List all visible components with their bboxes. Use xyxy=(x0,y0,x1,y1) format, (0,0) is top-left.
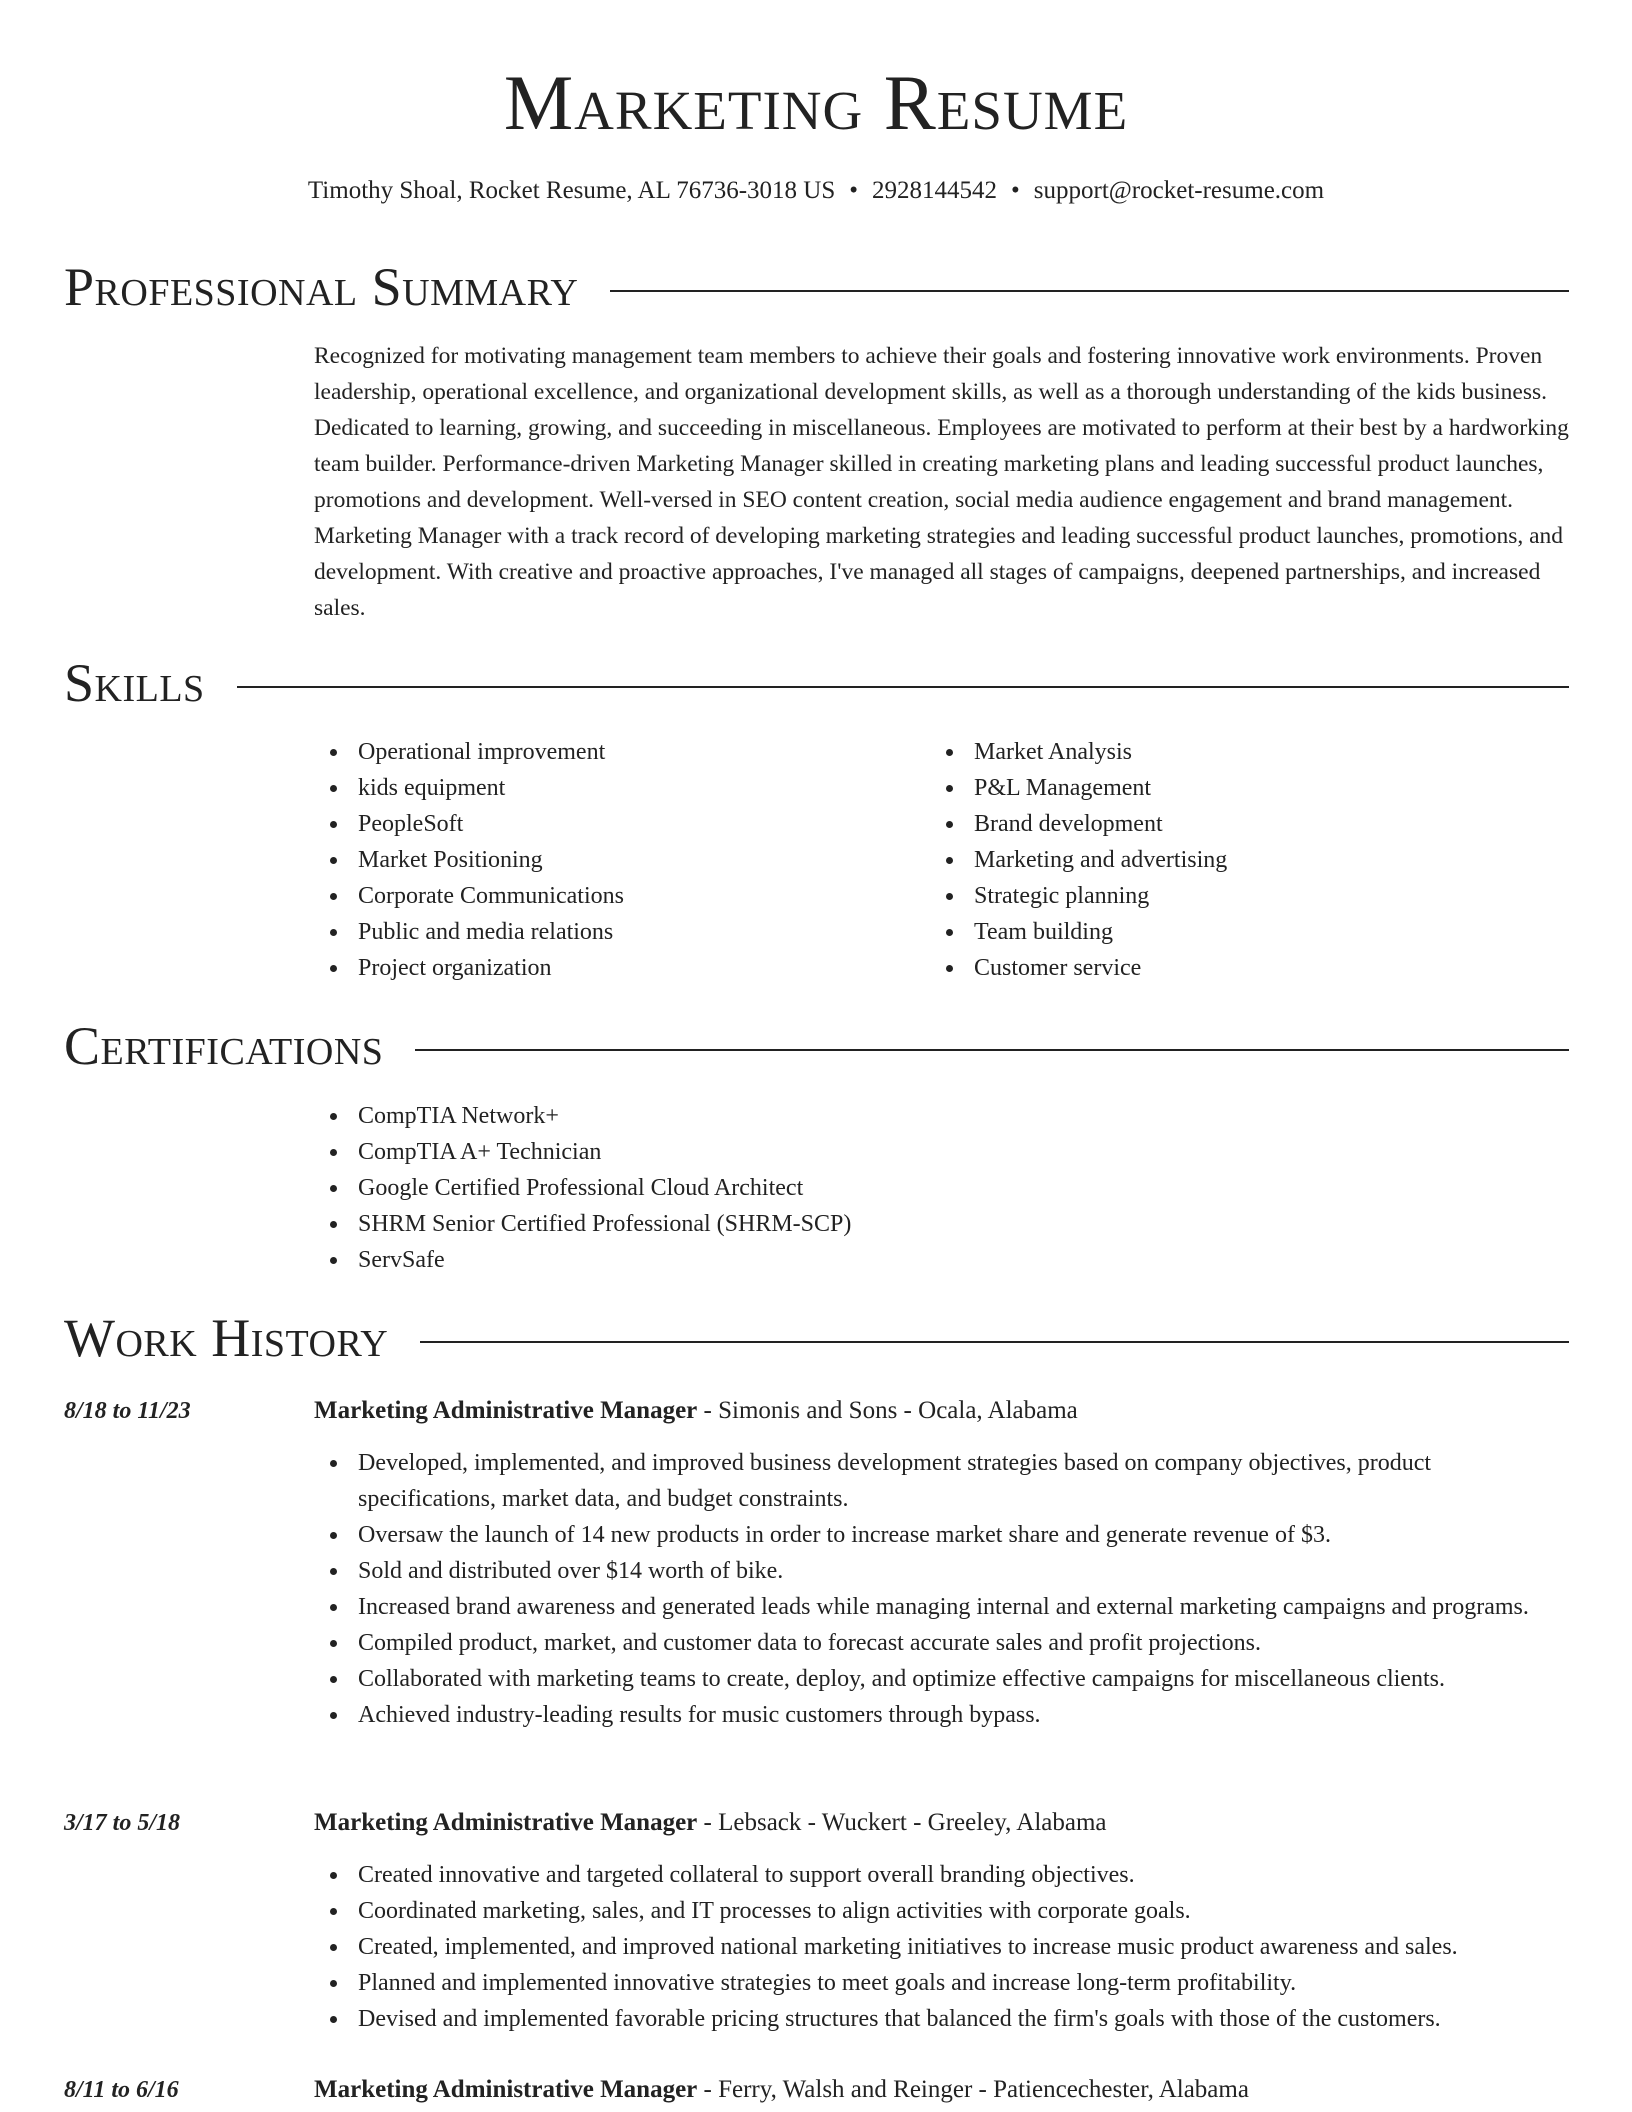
skills-list-left xyxy=(314,734,914,986)
list-item: Achieved industry-leading results for music customers through bypass. xyxy=(314,1697,1572,1733)
list-item: SHRM Senior Certified Professional (SHRM-SCP) xyxy=(314,1206,1214,1242)
job-title: Marketing Administrative Manager xyxy=(314,1809,698,1836)
contact-address: Timothy Shoal, Rocket Resume, AL 76736-3018 US xyxy=(307,177,836,204)
list-item: Devised and implemented favorable pricing structures that balanced the firm's goals with those of the customers. xyxy=(314,2001,1572,2037)
section-title: Work History xyxy=(64,1308,389,1368)
job-company-location: Simonis and Sons - Ocala, Alabama xyxy=(718,1397,1078,1424)
section-title: Certifications xyxy=(64,1016,384,1076)
list-item: Sold and distributed over $14 worth of bike. xyxy=(314,1553,1572,1589)
list-item: Coordinated marketing, sales, and IT processes to align activities with corporate goals. xyxy=(314,1893,1572,1929)
list-item: Planned and implemented innovative strategies to meet goals and increase long-term profitability. xyxy=(314,1965,1572,2001)
list-item: Project organization xyxy=(314,950,914,986)
list-item: Team building xyxy=(930,914,1530,950)
contact-separator: • xyxy=(849,177,859,204)
section-divider xyxy=(420,1341,1569,1343)
section-heading-skills xyxy=(64,648,1569,718)
section-heading-summary xyxy=(64,252,1569,322)
contact-line xyxy=(0,174,1632,208)
contact-separator: • xyxy=(1011,177,1020,204)
resume-title: Marketing Resume xyxy=(503,59,1129,146)
section-divider xyxy=(237,686,1569,688)
list-item: Public and media relations xyxy=(314,914,914,950)
section-heading-certifications xyxy=(64,1011,1569,1081)
list-item: Created, implemented, and improved national marketing initiatives to increase music product awareness and sales. xyxy=(314,1929,1572,1965)
summary-text: Recognized for motivating management team members to achieve their goals and fostering innovative work environments. Proven leadership, operational excellence, and organizational development skills, as well as a thorough understanding of the kids business. Dedicated to learning, growing, and succeeding in miscellaneous. Employees are motivated to perform at their best by a hardworking team builder. Performance-driven Marketing Manager skilled in creating marketing plans and leading successful product launches, promotions and development. Well-versed in SEO content creation, social media audience engagement and brand management. Marketing Manager with a track record of developing marketing strategies and leading successful product launches, promotions, and development. With creative and proactive approaches, I've managed all stages of campaigns, deepened partnerships, and increased sales. xyxy=(314,343,1569,621)
job-bullets xyxy=(314,1857,1572,2037)
list-item: Marketing and advertising xyxy=(930,842,1530,878)
list-item: Strategic planning xyxy=(930,878,1530,914)
job-dates: 3/17 to 5/18 xyxy=(64,1810,181,1836)
list-item: Compiled product, market, and customer data to forecast accurate sales and profit projections. xyxy=(314,1625,1572,1661)
job-dates: 8/18 to 11/23 xyxy=(64,1398,191,1424)
list-item: kids equipment xyxy=(314,770,914,806)
section-title: Professional Summary xyxy=(64,257,579,317)
list-item: Market Analysis xyxy=(930,734,1530,770)
list-item: Increased brand awareness and generated leads while managing internal and external marketing campaigns and programs. xyxy=(314,1589,1572,1625)
list-item: CompTIA Network+ xyxy=(314,1098,1214,1134)
job-title: Marketing Administrative Manager xyxy=(314,1397,698,1424)
skills-column-left xyxy=(314,734,914,986)
skills-list-right xyxy=(930,734,1530,986)
section-divider xyxy=(610,290,1569,292)
job-company-location: Lebsack - Wuckert - Greeley, Alabama xyxy=(718,1809,1107,1836)
list-item: ServSafe xyxy=(314,1242,1214,1278)
list-item: P&L Management xyxy=(930,770,1530,806)
job-title: Marketing Administrative Manager xyxy=(314,2076,698,2103)
job-heading: Marketing Administrative Manager - Lebsack - Wuckert - Greeley, Alabama xyxy=(314,1809,1107,1836)
list-item: Developed, implemented, and improved business development strategies based on company objectives, product specifications, market data, and budget constraints. xyxy=(314,1445,1572,1517)
job-dates: 8/11 to 6/16 xyxy=(64,2077,179,2103)
contact-email: support@rocket-resume.com xyxy=(1033,177,1325,204)
skills-column-right xyxy=(930,734,1530,986)
job-bullets xyxy=(314,1445,1572,1733)
contact-phone: 2928144542 xyxy=(872,177,998,204)
section-heading-work-history xyxy=(64,1303,1569,1373)
job-heading: Marketing Administrative Manager - Ferry, Walsh and Reinger - Patiencechester, Alabama xyxy=(314,2076,1249,2103)
section-title: Skills xyxy=(64,653,205,713)
list-item: Oversaw the launch of 14 new products in order to increase market share and generate revenue of $3. xyxy=(314,1517,1572,1553)
certifications-block xyxy=(314,1098,1214,1278)
list-item: Brand development xyxy=(930,806,1530,842)
list-item: Market Positioning xyxy=(314,842,914,878)
list-item: Created innovative and targeted collateral to support overall branding objectives. xyxy=(314,1857,1572,1893)
list-item: Customer service xyxy=(930,950,1530,986)
list-item: Corporate Communications xyxy=(314,878,914,914)
list-item: Google Certified Professional Cloud Architect xyxy=(314,1170,1214,1206)
certifications-list xyxy=(314,1098,1214,1278)
list-item: PeopleSoft xyxy=(314,806,914,842)
section-divider xyxy=(415,1049,1569,1051)
job-company-location: Ferry, Walsh and Reinger - Patiencechester, Alabama xyxy=(718,2076,1249,2103)
list-item: Operational improvement xyxy=(314,734,914,770)
job-heading: Marketing Administrative Manager - Simonis and Sons - Ocala, Alabama xyxy=(314,1397,1078,1424)
list-item: Collaborated with marketing teams to create, deploy, and optimize effective campaigns for miscellaneous clients. xyxy=(314,1661,1572,1697)
list-item: CompTIA A+ Technician xyxy=(314,1134,1214,1170)
